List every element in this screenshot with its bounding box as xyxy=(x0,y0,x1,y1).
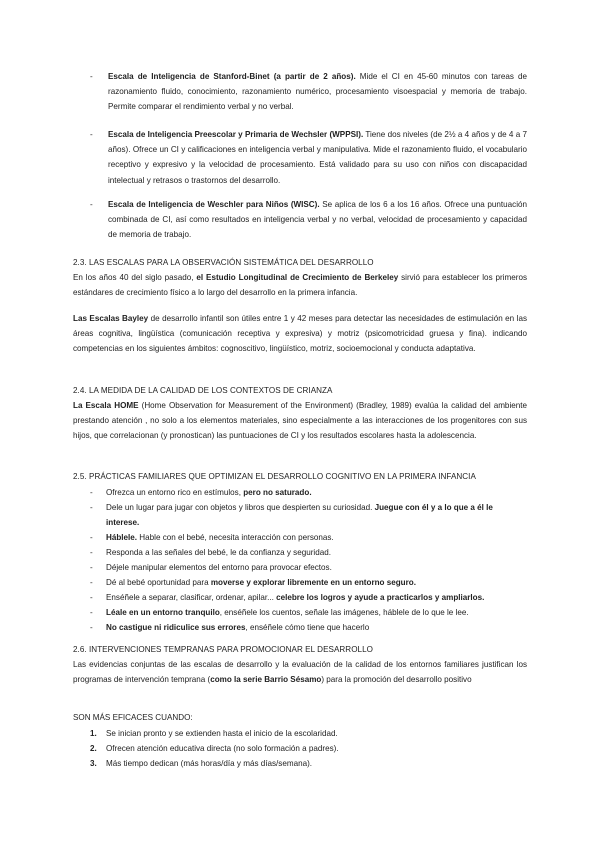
practice-item: - No castigue ni ridiculice sus errores, enséñele cómo tiene que hacerlo xyxy=(90,623,370,632)
section-heading-2-5: 2.5. PRÁCTICAS FAMILIARES QUE OPTIMIZAN EL DESARROLLO COGNITIVO EN LA PRIMERA INFANCIA xyxy=(73,472,476,481)
section-heading-2-6: 2.6. INTERVENCIONES TEMPRANAS PARA PROMOCIONAR EL DESARROLLO xyxy=(73,645,373,654)
practice-item: - Léale en un entorno tranquilo, enséñele los cuentos, señale las imágenes, háblele de lo que le lee. xyxy=(90,608,469,617)
practice-item: - Háblele. Hable con el bebé, necesita interacción con personas. xyxy=(90,533,334,542)
numbered-item: 3. Más tiempo dedican (más horas/día y más días/semana). xyxy=(90,759,313,768)
item-title: Escala de Inteligencia de Weschler para Niños (WISC). xyxy=(108,200,320,209)
practice-item: - Ofrezca un entorno rico en estímulos, pero no saturado. xyxy=(90,488,312,497)
numbered-item: 2. Ofrecen atención educativa directa (no solo formación a padres). xyxy=(90,744,339,753)
list-item-wisc xyxy=(90,197,527,243)
practice-item: - Responda a las señales del bebé, le da confianza y seguridad. xyxy=(90,548,331,557)
item-text: Tiene dos niveles (de 2½ a 4 años y de 4 a 7 años). Ofrece un CI y calificaciones en inteligencia verbal y manipulativa. Mide el razonamiento fluido, el vocabulario receptivo y expresivo y la velocidad de procesamiento. Está validado para su uso con niños con discapacidad intelectual y retrasos o trastornos del desarrollo. xyxy=(108,130,527,185)
practice-item: - Dé al bebé oportunidad para moverse y explorar libremente en un entorno seguro. xyxy=(90,578,416,587)
subheading-eficaces: SON MÁS EFICACES CUANDO: xyxy=(73,713,193,722)
section-heading-2-3: 2.3. LAS ESCALAS PARA LA OBSERVACIÓN SISTEMÁTICA DEL DESARROLLO xyxy=(73,258,374,267)
dash-bullet: - xyxy=(90,200,93,209)
practice-item: - Déjele manipular elementos del entorno para provocar efectos. xyxy=(90,563,332,572)
practice-item: - Dele un lugar para jugar con objetos y libros que despierten su curiosidad. Juegue con él y a lo que a él le interese. xyxy=(90,503,493,528)
item-title: Escala de Inteligencia Preescolar y Primaria de Wechsler (WPPSI). xyxy=(108,130,364,139)
section-heading-2-4: 2.4. LA MEDIDA DE LA CALIDAD DE LOS CONTEXTOS DE CRIANZA xyxy=(73,386,333,395)
paragraph-interventions: Las evidencias conjuntas de las escalas de desarrollo y la evaluación de la calidad de los entornos familiares justifican los programas de intervención temprana (como la serie Barrio Sésamo) para la promoción del desarrollo positivo xyxy=(73,660,527,685)
dash-bullet: - xyxy=(90,130,93,139)
list-item-stanford-binet xyxy=(90,69,527,115)
paragraph-berkeley: En los años 40 del siglo pasado, el Estudio Longitudinal de Crecimiento de Berkeley sirvió para establecer los primeros estándares de crecimiento físico a lo largo del desarrollo en la primera infancia. xyxy=(73,273,527,298)
paragraph-home: La Escala HOME (Home Observation for Measurement of the Environment) (Bradley, 1989) evalúa la calidad del ambiente prestando atención , no solo a los elementos materiales, sino especialmente a las interacciones de los progenitores con sus hijos, que correlacionan (y pronostican) las puntuaciones de CI y los resultados escolares hasta la adolescencia. xyxy=(73,401,527,441)
paragraph-bayley: Las Escalas Bayley de desarrollo infantil son útiles entre 1 y 42 meses para detectar las necesidades de estimulación en las áreas cognitiva, lingüística (comunicación receptiva y expresiva) y motriz (psicomotricidad gruesa y fina). indicando competencias en los siguientes ámbitos: cognoscitivo, lingüístico, motriz, socioemocional y conducta adaptativa. xyxy=(73,314,527,354)
practice-item: - Enséñele a separar, clasificar, ordenar, apilar... celebre los logros y ayude a practicarlos y ampliarlos. xyxy=(90,593,485,602)
list-item-wppsi xyxy=(90,127,527,188)
dash-bullet: - xyxy=(90,72,93,81)
numbered-item: 1. Se inician pronto y se extienden hasta el inicio de la escolaridad. xyxy=(90,729,338,738)
item-text: Se aplica de los 6 a los 16 años. Ofrece una puntuación combinada de CI, así como resultados en inteligencia verbal y no verbal, velocidad de procesamiento y capacidad de memoria de trabajo. xyxy=(108,200,527,240)
item-title: Escala de Inteligencia de Stanford-Binet (a partir de 2 años). xyxy=(108,72,356,81)
item-text: Mide el CI en 45-60 minutos con tareas de razonamiento fluido, conocimiento, razonamiento numérico, procesamiento visoespacial y memoria de trabajo. Permite comparar el rendimiento verbal y no verbal. xyxy=(108,72,527,112)
